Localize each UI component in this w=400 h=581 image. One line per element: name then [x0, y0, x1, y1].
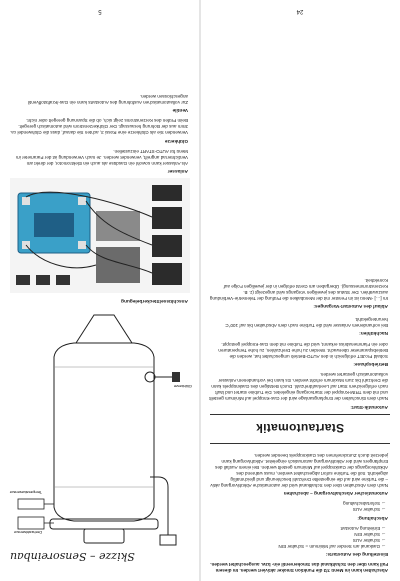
wiring-illustration — [10, 178, 190, 293]
betrieb-heading: Betriebsphase: — [353, 360, 388, 366]
divider — [210, 443, 390, 444]
anlasser-heading: Anlasser — [167, 168, 188, 173]
einstellung-item: → Einleitung Autostart — [340, 525, 386, 531]
abschaltung-heading: Abschaltung: — [357, 514, 388, 520]
ventile-text: Zur vollautomatischen Ausführung des Autostarts kann ein Gas-/Kraftstoffventil angeschlossen werden. — [27, 93, 188, 105]
intro-text: Abschalten kann im Menü 7/3 die Funktion Smoker aktiviert werden. Im diesem Fall kann über den Schaltkanal das Smokerventil ein- bzw. ausgeschaltet werden. — [210, 561, 388, 573]
einstellung-heading: Einstellung des Autostarts: — [325, 550, 388, 556]
einstellung-item: → Schalter AUS — [352, 537, 386, 543]
gluehkerze-text: Verwenden Sie als Glühkerze eine Rossi 3, achten Sie darauf, dass die Glühwendel ca. 3mm aus der Bohrung herausragt. Der Glühkerzenstrom wird automatisch geregelt. Beim Prüfen des Kerzenstroms zeigt sich, ob die Spannung geregelt oder nicht. — [10, 118, 188, 136]
section-title: Startautomatik — [255, 420, 345, 435]
nachkuehlen-text: Bei vorhandenem Anlasser wird die Turbine nach dem Abschalten bis auf 100°C heruntergekühlt. — [225, 317, 388, 329]
nachkuehlen-heading: Nachkühlen: — [359, 330, 388, 336]
abschaltung-item: → Sofortabschaltung — [343, 501, 386, 507]
abschaltvorgang-heading: Automatischer Abschaltvorgang – abschalten — [283, 490, 388, 496]
autostart-text: Nach dem Einschalten der Empfangsanlage wird der Gas-Knüppel auf Minimum gestellt und mit dem TRIM-Knüppel der Startvorgang eingeleitet. Die Turbine startet und läuft nach erfolgreichem Start auf Leerlaufdrehzahl. Durch Betätigen des Gasknüppels kann die Drehzahl bis zum Maximum erhöht werden. Es kann bei vorhandenem Anlasser vollautomatisch gestartet werden. — [209, 372, 388, 402]
ecu-connector — [78, 197, 86, 205]
einstellung-item: → Schalter EIN — [354, 531, 386, 537]
receiver-block — [152, 185, 182, 201]
ablauf-text: Im […] -Menü ist im Fenster mit der Menübalken die Prüfung der Telemetrie-Verbindung auszuwählen. Der Status des jeweiligen Vorgangs wird angezeigt (z. B. Kerzenstrommessung). Übergaben am Gerät erfolgen in der jeweiligen Folge auf Korrektheit. — [209, 277, 388, 301]
sensor-sketch-diagram — [6, 307, 194, 547]
ecu-connector — [78, 241, 86, 249]
connections-heading: Anschlüsse/Steckerbelegung — [121, 298, 188, 303]
receiver-block — [152, 263, 182, 285]
ecu-connector — [22, 197, 30, 205]
anlasser-text: Als Anlasser kann sowohl ein Gasdüse als auch ein Elektromotor, der direkt am Verdichterrad angreift, verwendet werden. Je nach Verwendung ist der Parameter im Menü für AUTO-START einzustellen. — [15, 148, 188, 166]
rpm-sensor-box — [18, 517, 44, 529]
page-24 — [200, 0, 400, 581]
receiver-block — [152, 235, 182, 257]
divider — [210, 414, 390, 415]
starter-housing — [84, 529, 124, 543]
abschaltung-item: → Schalter AUS — [352, 507, 386, 513]
connector-photo — [96, 247, 140, 283]
page-number: 24 — [296, 8, 304, 14]
receiver-block — [152, 207, 182, 229]
turbine-body — [54, 343, 154, 521]
connector-photo — [96, 211, 140, 241]
label-rpm-sensor: Drehzahlsensor — [13, 530, 42, 535]
page-number: 5 — [98, 8, 102, 14]
ablauf-heading: Ablauf des Autostart-Vorganges: — [313, 303, 388, 309]
sensor-cable — [150, 477, 168, 535]
label-glow-plug: Glühkerze — [173, 384, 192, 389]
abschaltvorgang-text: Nach dem Abschalten über den Schaltkanal wird der automatische Abkühlvorgang aktiv – die Turbine wird auf die eingestellte Drehzahl beschleunigt und gleichmäßig abgekühlt. Soll die Turbine sofort abgeschaltet werden, muss während des Abkühlvorgangs der Gasknüppel auf Minimum gestellt werden. Bei einem Ausfall des Empfängers wird der Abkühlvorgang automatisch eingeleitet. Abkühlvorgang kann jederzeit durch Zurücknehmen des Gasknüppels beendet werden. — [210, 452, 388, 489]
temp-sensor-box — [18, 499, 44, 509]
exhaust-nozzle — [76, 315, 132, 343]
betrieb-text: Sobald ProJET erfolgreich in den AUTO-Betrieb umgeschaltet hat, werden die Betriebsparameter überwacht. Werden zu hohe Drehzahlen, zu hohe Temperaturen oder ein Flammenabriss erkannt, wird die Turbine mit dem Gas-Knüppel gestoppt. — [218, 341, 388, 359]
gluehkerze-heading: Glühkerze — [164, 137, 188, 143]
sketch-title: Skizze – Sensoreinbau — [10, 550, 135, 563]
label-temp-sensor: Temperatursensor — [9, 490, 42, 495]
ecu-chip — [34, 213, 74, 237]
einstellung-item: → Gaskanal am Sender auf Minimum = Schalter EIN — [278, 543, 386, 549]
autostart-heading: Automatik-Start: — [350, 403, 388, 409]
ventile-heading: Ventile — [172, 107, 188, 113]
sensor-plug — [160, 535, 176, 545]
